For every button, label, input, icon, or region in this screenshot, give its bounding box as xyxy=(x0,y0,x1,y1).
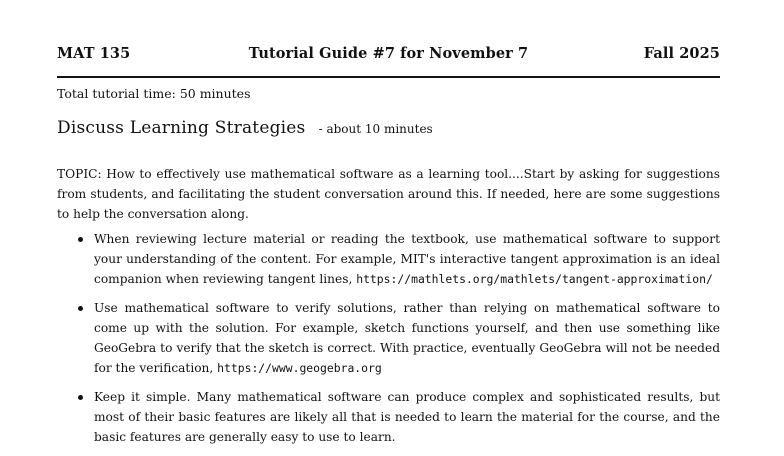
list-item-text: Keep it simple. Many mathematical software can produce complex and sophisticated results, but most of their basic features are likely all that is needed to learn the material for the course, and the basic features are generally easy to use to learn. xyxy=(94,390,720,444)
section-duration: - about 10 minutes xyxy=(318,122,433,136)
list-item-text: When reviewing lecture material or reading the textbook, use mathematical software to support your understanding of the content. For example, MIT's interactive tangent approximation is an ideal companion when reviewing tangent lines, xyxy=(94,232,720,286)
bullet-icon xyxy=(78,237,83,242)
document-title: Tutorial Guide #7 for November 7 xyxy=(248,45,529,62)
total-time: Total tutorial time: 50 minutes xyxy=(57,86,251,101)
term-label: Fall 2025 xyxy=(643,45,720,62)
suggestion-list xyxy=(57,229,720,456)
section-header xyxy=(57,118,433,138)
bullet-icon xyxy=(78,306,83,311)
mathlets-link[interactable]: https://mathlets.org/mathlets/tangent-approximation/ xyxy=(356,272,713,286)
section-heading: Discuss Learning Strategies xyxy=(57,118,306,138)
geogebra-link[interactable]: https://www.geogebra.org xyxy=(217,361,382,375)
list-item xyxy=(57,229,720,289)
header-rule xyxy=(57,76,720,78)
document-page xyxy=(57,0,720,444)
course-code: MAT 135 xyxy=(57,45,131,62)
list-item xyxy=(57,387,720,447)
topic-paragraph: TOPIC: How to effectively use mathematical software as a learning tool....Start by asking for suggestions from students, and facilitating the student conversation around this. If needed, here are some suggestions to help the conversation along. xyxy=(57,167,720,221)
list-item-text: Use mathematical software to verify solutions, rather than relying on mathematical software to come up with the solution. For example, sketch functions yourself, and then use something like GeoGebra to verify that the sketch is correct. With practice, eventually GeoGebra will not be needed for the verification, xyxy=(94,301,720,375)
page-header xyxy=(57,45,720,67)
bullet-icon xyxy=(78,395,83,400)
list-item xyxy=(57,298,720,378)
